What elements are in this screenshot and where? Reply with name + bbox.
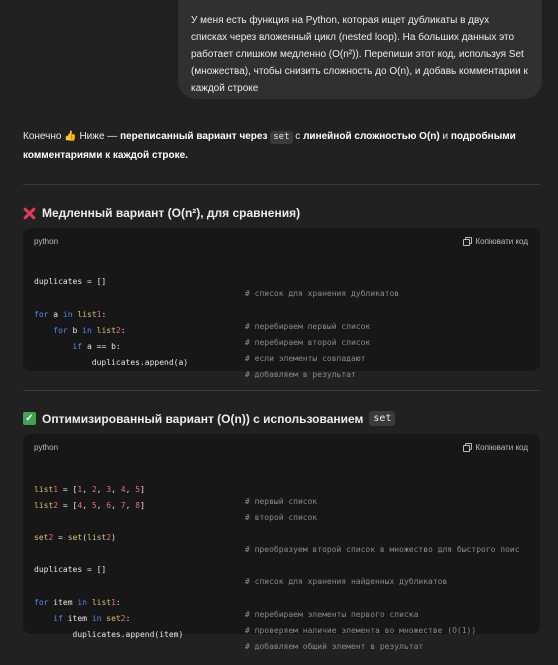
code-comment: # перебираем первый список xyxy=(245,322,371,331)
code-language-label: python xyxy=(34,442,59,452)
user-message-bubble xyxy=(178,0,542,99)
reply-bold-text: переписанный вариант через xyxy=(120,131,268,142)
code-block-header xyxy=(23,228,540,254)
code-comment: # добавляем общий элемент в результат xyxy=(245,642,424,651)
copy-code-label: Копіювати код xyxy=(475,442,528,452)
code-block-header xyxy=(23,434,540,460)
inline-code-chip: set xyxy=(369,411,395,426)
code-comment: # перебираем элементы первого списка xyxy=(245,610,419,619)
thumbs-up-icon: 👍 xyxy=(64,131,77,142)
fast-section-title: Оптимизированный вариант (O(n)) с использованием xyxy=(42,411,364,426)
reply-text: с xyxy=(295,131,301,142)
code-comment: # список для хранения найденных дубликатов xyxy=(245,577,448,586)
code-text: for a in list1: xyxy=(34,310,107,319)
reply-bold-text: линейной сложностью O(n) xyxy=(303,131,440,142)
reply-text: и xyxy=(442,131,449,142)
code-text: for item in list1: xyxy=(34,598,121,607)
fast-section-heading xyxy=(23,411,395,426)
fast-code-block xyxy=(23,434,540,651)
section-divider xyxy=(23,390,540,391)
code-text: duplicates = [] xyxy=(34,565,107,574)
code-text: duplicates = [] xyxy=(34,277,107,286)
reply-bold-text: подробными комментариями к каждой строке. xyxy=(23,131,516,161)
code-text: for b in list2: xyxy=(53,326,126,335)
code-comment: # список для хранения дубликатов xyxy=(245,289,400,298)
code-text: duplicates.append(a) xyxy=(34,358,189,367)
code-comment: # проверяем наличие элемента во множестве (O(1)) xyxy=(245,626,477,635)
code-text: list2 = [4, 5, 6, 7, 8] xyxy=(34,501,145,510)
copy-code-button[interactable] xyxy=(463,237,528,246)
copy-icon xyxy=(463,443,471,451)
copy-icon xyxy=(463,237,471,245)
assistant-reply-intro xyxy=(23,128,543,165)
code-text: list1 = [1, 2, 3, 4, 5] xyxy=(34,485,145,494)
copy-code-label: Копіювати код xyxy=(475,236,528,246)
code-comment: # перебираем второй список xyxy=(245,338,371,347)
code-comment: # добавляем в результат xyxy=(245,370,356,379)
code-comment: # второй список xyxy=(245,513,318,522)
code-text: if item in set2: xyxy=(53,614,131,623)
code-text: duplicates.append(item) xyxy=(34,630,184,639)
section-divider xyxy=(23,184,540,185)
slow-section-heading xyxy=(23,206,300,220)
code-comment: # если элементы совпадают xyxy=(245,354,366,363)
inline-code-chip: set xyxy=(270,131,292,144)
code-comment: # преобразуем второй список в множество для быстрого поис xyxy=(245,545,520,554)
slow-section-title: Медленный вариант (O(n²), для сравнения) xyxy=(42,206,301,220)
code-line xyxy=(34,264,540,298)
reply-text: Конечно xyxy=(23,131,62,142)
cross-mark-icon xyxy=(23,207,36,220)
code-line xyxy=(34,552,540,586)
copy-code-button[interactable] xyxy=(463,443,528,452)
code-language-label: python xyxy=(34,236,59,246)
reply-text: Ниже — xyxy=(79,131,118,142)
code-text: if a == b: xyxy=(72,342,121,351)
code-comment: # первый список xyxy=(245,497,318,506)
code-line xyxy=(34,520,540,554)
slow-code-block xyxy=(23,228,540,379)
check-mark-icon: ✓ xyxy=(23,412,36,425)
user-message-text: У меня есть функция на Python, которая ищет дубликаты в двух списках через вложенный цикл (nested loop). На больших данных это работает слишком медленно (O(n²)). Перепиши этот код, используя Set (множества), чтобы снизить сложность до O(n), и добавь комментарии к каждой строке xyxy=(191,15,528,94)
code-text: set2 = set(list2) xyxy=(34,533,116,542)
